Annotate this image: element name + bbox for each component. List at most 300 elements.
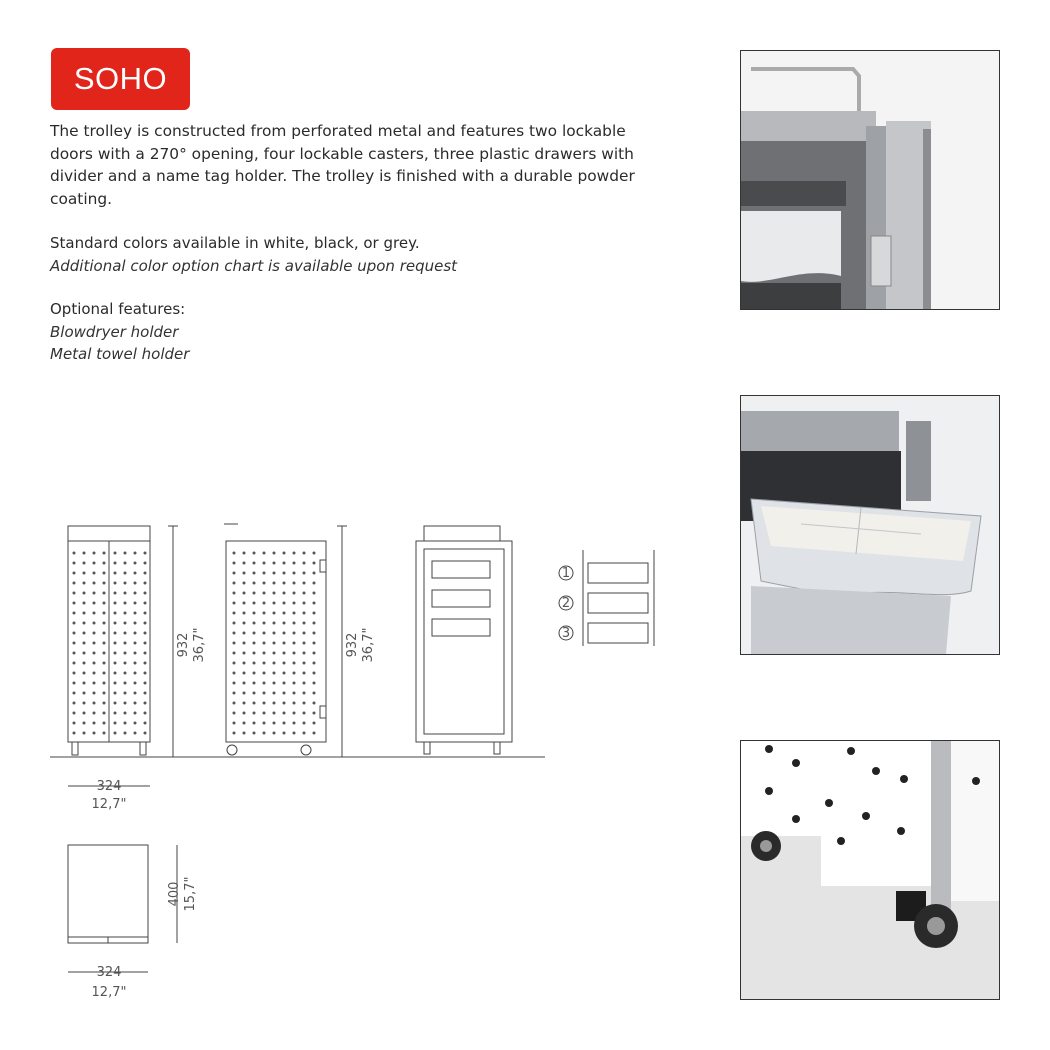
perforation-hole [114,712,117,715]
perforation-hole [283,702,286,705]
perforation-hole [303,672,306,675]
perforation-hole [124,712,127,715]
perforation-hole [313,592,316,595]
perforation-hole [263,732,266,735]
perforation-hole [273,662,276,665]
perforation-hole [263,612,266,615]
perforation-hole [134,562,137,565]
perforation-hole [263,552,266,555]
perforation-hole [83,582,86,585]
perforation-hole [144,712,147,715]
perforation-hole [134,732,137,735]
perforation-hole [233,562,236,565]
perforation-hole [303,582,306,585]
perforation-hole [93,612,96,615]
perforation-hole [144,582,147,585]
perforation-hole [103,602,106,605]
perforation-hole [83,732,86,735]
perforation-hole [73,612,76,615]
width-in: 12,7" [91,797,127,812]
perforation-hole [273,572,276,575]
perforation-hole [134,602,137,605]
perforation-hole [263,562,266,565]
perforation-hole [83,652,86,655]
perforation-hole [263,652,266,655]
perforation-hole [253,662,256,665]
perforation-hole [144,642,147,645]
perforation-hole [263,642,266,645]
perforation-hole [103,592,106,595]
perforation-hole [114,682,117,685]
perforation-hole [263,712,266,715]
perforation-hole [303,712,306,715]
perforation-hole [103,682,106,685]
perforation-hole [93,632,96,635]
perforation-hole [273,692,276,695]
perforation-hole [283,712,286,715]
perforation-hole [233,622,236,625]
perforation-hole [273,622,276,625]
perforation-hole [233,712,236,715]
perforation-hole [93,552,96,555]
perforation-hole [134,652,137,655]
perforation-hole [313,672,316,675]
perforation-hole [134,572,137,575]
perforation-hole [144,602,147,605]
perforation-hole [273,592,276,595]
caster-wheel-photo [740,740,1000,1000]
perforation-hole [303,692,306,695]
perforation-hole [103,712,106,715]
width-in-top: 12,7" [91,985,127,1000]
perforation-hole [313,632,316,635]
perforation-hole [313,652,316,655]
perforation-hole [313,582,316,585]
perforation-hole [253,602,256,605]
perforation-hole [313,622,316,625]
perforation-hole [293,632,296,635]
optional-features-heading: Optional features: [50,300,186,318]
perforation-hole [114,582,117,585]
perforation-hole [243,622,246,625]
perforation-hole [243,722,246,725]
perforation-hole [114,642,117,645]
perforation-hole [233,702,236,705]
perforation-hole [73,562,76,565]
perforation-hole [283,622,286,625]
perforation-hole [283,582,286,585]
perforation-hole [93,642,96,645]
perforation-hole [124,672,127,675]
perforation-hole [83,602,86,605]
perforation-hole [253,672,256,675]
perforation-hole [233,602,236,605]
perforation-hole [263,672,266,675]
perforation-hole [144,702,147,705]
perforation-hole [273,552,276,555]
perforation-hole [273,562,276,565]
perforation-hole [134,632,137,635]
perforation-hole [303,702,306,705]
perforation-hole [93,712,96,715]
perforation-hole [73,722,76,725]
perforation-hole [283,732,286,735]
perforation-hole [253,702,256,705]
perforation-hole [283,692,286,695]
perforation-hole [93,732,96,735]
perforation-hole [253,652,256,655]
perforation-hole [263,702,266,705]
perforation-hole [313,702,316,705]
perforation-hole [144,632,147,635]
perforation-hole [263,572,266,575]
perforation-hole [313,722,316,725]
perforation-hole [114,612,117,615]
perforation-hole [243,672,246,675]
perforation-hole [73,662,76,665]
perforation-hole [293,732,296,735]
perforation-hole [73,552,76,555]
perforation-hole [73,682,76,685]
perforation-hole [103,562,106,565]
product-description: The trolley is constructed from perforated metal and features two lockable doors with a 270° opening, four lockable casters, three plastic drawers with divider and a name tag holder. The trolley is finished with a durable powder coating. [50,122,635,208]
perforation-hole [134,592,137,595]
perforation-hole [313,662,316,665]
perforation-hole [124,562,127,565]
perforation-hole [293,652,296,655]
perforation-hole [263,602,266,605]
perforation-hole [114,662,117,665]
perforation-hole [114,652,117,655]
perforation-hole [114,592,117,595]
perforation-hole [303,722,306,725]
perforation-hole [283,652,286,655]
perforation-hole [233,672,236,675]
perforation-hole [283,682,286,685]
perforation-hole [114,562,117,565]
perforation-hole [233,582,236,585]
perforation-hole [73,642,76,645]
perforation-hole [243,712,246,715]
perforation-hole [114,732,117,735]
width-mm-top: 324 [96,965,122,980]
perforation-hole [144,562,147,565]
perforation-hole [303,632,306,635]
perforation-hole [283,602,286,605]
perforation-hole [293,602,296,605]
perforation-hole [253,642,256,645]
perforation-hole [293,572,296,575]
perforation-hole [124,592,127,595]
perforation-hole [313,612,316,615]
perforation-hole [103,692,106,695]
perforation-hole [313,642,316,645]
perforation-hole [233,612,236,615]
perforation-hole [83,712,86,715]
perforation-hole [134,702,137,705]
perforation-hole [303,572,306,575]
perforation-hole [114,702,117,705]
perforation-hole [263,682,266,685]
color-info [50,232,670,277]
perforation-hole [283,642,286,645]
perforation-hole [243,582,246,585]
perforation-hole [273,732,276,735]
perforation-hole [303,602,306,605]
perforation-hole [233,552,236,555]
perforation-hole [313,712,316,715]
perforation-hole [293,662,296,665]
perforation-hole [103,572,106,575]
perforation-hole [273,642,276,645]
perforation-hole [83,622,86,625]
perforation-hole [83,632,86,635]
perforation-hole [103,622,106,625]
depth-mm: 400 [167,881,182,907]
perforation-hole [93,652,96,655]
perforation-hole [283,612,286,615]
standard-colors: Standard colors available in white, black, or grey. [50,234,420,252]
perforation-hole [124,552,127,555]
perforation-hole [83,592,86,595]
perforation-hole [273,702,276,705]
perforation-hole [293,672,296,675]
perforation-hole [144,662,147,665]
perforation-hole [273,722,276,725]
perforation-hole [73,592,76,595]
perforation-hole [93,622,96,625]
optional-features [50,298,450,366]
perforation-hole [144,612,147,615]
perforation-hole [253,682,256,685]
perforation-hole [114,552,117,555]
perforation-hole [83,562,86,565]
perforation-hole [283,632,286,635]
perforation-hole [83,612,86,615]
perforation-hole [144,652,147,655]
perforation-hole [114,722,117,725]
drawer-label-3: 3 [561,626,571,641]
front-view [68,526,150,755]
perforation-hole [243,562,246,565]
perforation-hole [293,722,296,725]
perforation-hole [303,552,306,555]
depth-in: 15,7" [183,876,198,912]
perforation-hole [114,622,117,625]
height-in-front: 36,7" [192,627,207,663]
perforation-hole [114,692,117,695]
perforation-hole [73,652,76,655]
additional-colors: Additional color option chart is available upon request [50,256,458,275]
perforation-hole [83,552,86,555]
perforation-hole [73,732,76,735]
perforation-hole [243,692,246,695]
perforation-hole [124,572,127,575]
perforation-hole [273,712,276,715]
perforation-hole [103,702,106,705]
perforation-hole [303,622,306,625]
perforation-hole [273,632,276,635]
optional-feature-item: Metal towel holder [50,345,190,363]
perforation-hole [134,642,137,645]
perforation-hole [124,692,127,695]
perforation-hole [93,602,96,605]
perforation-hole [134,612,137,615]
perforation-hole [93,722,96,725]
height-mm-side: 932 [345,632,360,658]
perforation-hole [114,632,117,635]
perforation-hole [124,582,127,585]
trolley-door-hinge-photo [740,50,1000,310]
perforation-hole [103,642,106,645]
perforation-hole [93,662,96,665]
perforation-hole [243,732,246,735]
perforation-hole [243,572,246,575]
perforation-hole [273,652,276,655]
perforation-hole [103,672,106,675]
perforation-hole [124,732,127,735]
perforation-hole [263,692,266,695]
top-view [68,845,148,943]
perforation-hole [134,692,137,695]
perforation-hole [253,552,256,555]
perforation-hole [124,642,127,645]
perforation-hole [283,592,286,595]
perforation-hole [263,622,266,625]
perforation-hole [233,592,236,595]
perforation-hole [134,662,137,665]
perforation-hole [124,652,127,655]
perforation-hole [273,582,276,585]
perforation-hole [134,672,137,675]
open-view [416,526,512,754]
perforation-hole [273,612,276,615]
perforation-hole [114,602,117,605]
perforation-hole [124,612,127,615]
perforation-hole [233,572,236,575]
perforation-hole [273,672,276,675]
perforation-hole [134,622,137,625]
perforation-hole [293,552,296,555]
perforation-hole [103,732,106,735]
perforation-hole [273,682,276,685]
perforation-hole [93,692,96,695]
perforation-hole [134,722,137,725]
perforation-hole [144,732,147,735]
perforation-hole [114,672,117,675]
perforation-hole [134,552,137,555]
perforation-hole [93,592,96,595]
perforation-hole [253,622,256,625]
perforation-hole [93,562,96,565]
perforation-hole [83,702,86,705]
perforation-hole [293,692,296,695]
perforation-hole [303,562,306,565]
perforation-hole [293,712,296,715]
perforation-hole [144,692,147,695]
perforation-hole [103,582,106,585]
perforation-hole [144,722,147,725]
perforation-hole [253,712,256,715]
perforation-hole [93,572,96,575]
perforation-hole [233,652,236,655]
perforation-hole [313,692,316,695]
perforation-hole [253,732,256,735]
perforation-hole [103,552,106,555]
perforation-hole [303,732,306,735]
perforation-hole [233,732,236,735]
drawer-detail [559,550,654,646]
perforation-hole [253,692,256,695]
perforation-hole [144,622,147,625]
perforation-hole [313,572,316,575]
perforation-hole [134,682,137,685]
perforation-hole [73,622,76,625]
perforation-hole [303,592,306,595]
perforation-hole [73,672,76,675]
perforation-hole [243,682,246,685]
perforation-hole [313,732,316,735]
perforation-hole [253,632,256,635]
perforation-hole [303,652,306,655]
perforation-hole [144,672,147,675]
perforation-hole [283,552,286,555]
perforation-hole [83,692,86,695]
side-view [224,524,326,755]
perforation-hole [144,552,147,555]
optional-feature-item: Blowdryer holder [50,322,179,341]
perforation-hole [124,632,127,635]
perforation-hole [114,572,117,575]
perforation-hole [103,722,106,725]
height-mm-front: 932 [176,632,191,658]
perforation-hole [283,562,286,565]
perforation-hole [83,572,86,575]
perforation-hole [243,612,246,615]
perforation-hole [293,562,296,565]
perforation-hole [263,582,266,585]
brand-badge [51,48,190,110]
perforation-hole [273,602,276,605]
perforation-hole [243,652,246,655]
brand-name: SOHO [73,61,168,96]
perforation-hole [243,632,246,635]
perforation-hole [144,682,147,685]
technical-drawings [0,500,700,1020]
perforation-hole [124,622,127,625]
perforation-hole [93,682,96,685]
perforation-hole [233,632,236,635]
perforation-hole [103,662,106,665]
height-in-side: 36,7" [361,627,376,663]
perforation-hole [243,642,246,645]
perforation-hole [233,662,236,665]
perforation-hole [83,722,86,725]
perforation-hole [243,702,246,705]
perforation-hole [93,582,96,585]
perforation-hole [283,672,286,675]
perforation-hole [93,672,96,675]
perforation-hole [233,722,236,725]
perforation-hole [124,602,127,605]
perforation-hole [103,652,106,655]
perforation-hole [124,662,127,665]
perforation-hole [253,572,256,575]
perforation-hole [253,722,256,725]
perforation-hole [303,642,306,645]
perforation-hole [253,562,256,565]
perforation-hole [303,612,306,615]
